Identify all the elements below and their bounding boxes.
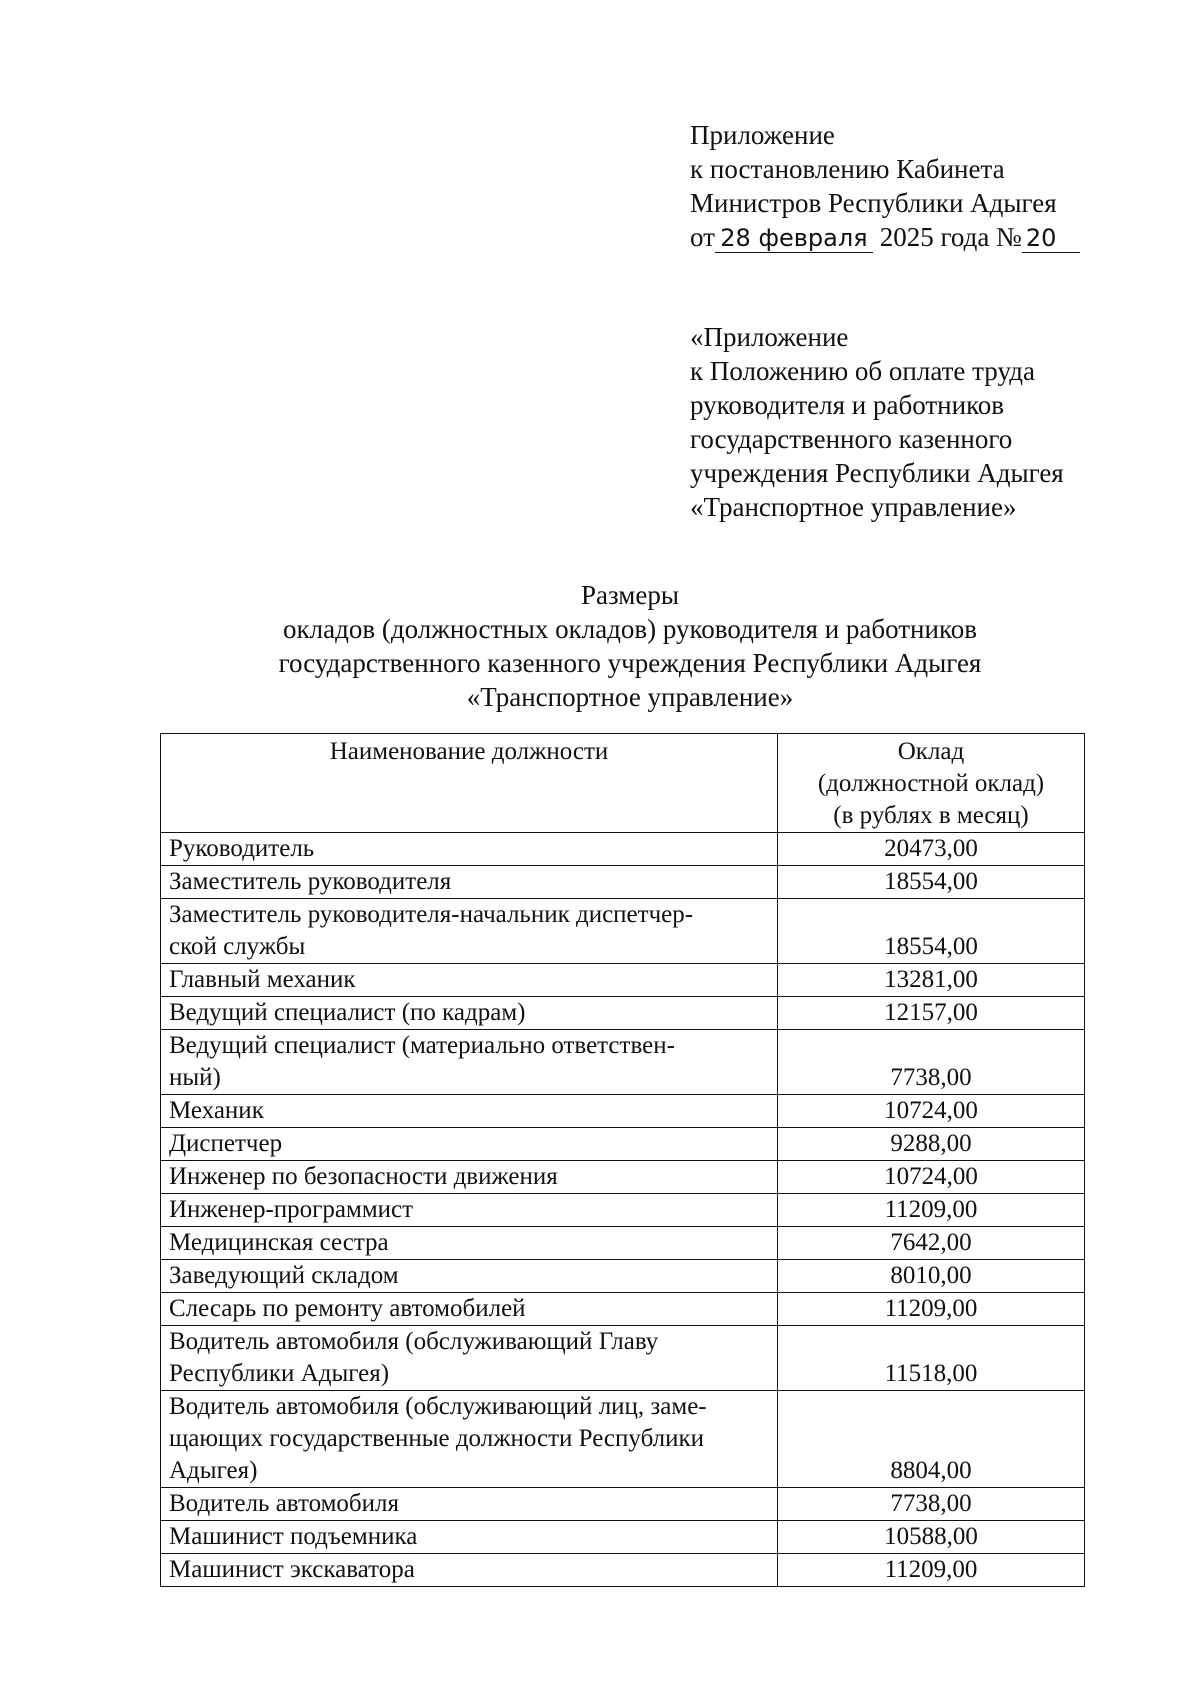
position-name-line: Республики Адыгея) <box>169 1360 390 1387</box>
table-row <box>161 1488 1085 1521</box>
position-name-line: Ведущий специалист (материально ответствен- <box>169 1032 675 1059</box>
table-row <box>161 866 1085 899</box>
table-row <box>161 1521 1085 1554</box>
header-salary-line: Оклад <box>897 738 965 765</box>
position-name-line: Слесарь по ремонту автомобилей <box>169 1295 526 1322</box>
header-salary-line: (должностной оклад) <box>817 770 1045 797</box>
approval-word: постановлению <box>709 154 890 184</box>
salary-cell: 7738,00 <box>778 1488 1085 1521</box>
position-name-line: Водитель автомобиля <box>169 1490 399 1517</box>
position-name-line: Диспетчер <box>169 1130 283 1157</box>
header-salary-line: (в рублях в месяц) <box>833 802 1029 829</box>
position-name-line: Адыгея) <box>169 1457 258 1484</box>
position-name-line: Заместитель руководителя <box>169 868 452 895</box>
table-row <box>161 1194 1085 1227</box>
handwritten-date: 28 февраля <box>715 224 873 253</box>
position-name-cell <box>161 1095 778 1128</box>
salary-cell: 18554,00 <box>778 899 1085 964</box>
approval-word: Адыгея <box>970 188 1057 218</box>
table-row <box>161 1260 1085 1293</box>
table-body <box>161 833 1085 1587</box>
appendix-line-1: «Приложение <box>690 322 849 352</box>
header-position-name: Наименование должности <box>161 734 778 833</box>
salary-cell: 8804,00 <box>778 1391 1085 1488</box>
position-name-cell <box>161 899 778 964</box>
table-row <box>161 1391 1085 1488</box>
approval-line-3 <box>690 186 1090 220</box>
approval-date-line <box>690 220 1090 254</box>
title-line-3: государственного казенного учреждения Республики Адыгея <box>278 648 982 678</box>
appendix-word: Адыгея <box>977 458 1064 488</box>
appendix-word: Положению <box>709 356 849 386</box>
handwritten-number: 20 <box>1022 224 1080 253</box>
table-row <box>161 1128 1085 1161</box>
table-row <box>161 997 1085 1030</box>
position-name-line: ный) <box>169 1064 221 1091</box>
title-line-2: окладов (должностных окладов) руководителя и работников <box>283 614 977 644</box>
position-name-line: Главный механик <box>169 966 356 993</box>
table-header-row <box>161 734 1085 833</box>
position-name-line: Машинист подъемника <box>169 1523 418 1550</box>
salary-cell: 18554,00 <box>778 866 1085 899</box>
appendix-line-5 <box>690 456 1090 490</box>
position-name-cell <box>161 997 778 1030</box>
salary-cell: 20473,00 <box>778 833 1085 866</box>
table-row <box>161 1095 1085 1128</box>
appendix-word: об <box>854 356 883 386</box>
position-name-cell <box>161 1488 778 1521</box>
title-line-1: Размеры <box>581 580 679 610</box>
position-name-line: Механик <box>169 1097 264 1124</box>
approval-block <box>690 118 1090 254</box>
appendix-word: государственного <box>690 424 892 454</box>
salary-cell: 11209,00 <box>778 1554 1085 1587</box>
table-row <box>161 1227 1085 1260</box>
position-name-line: Руководитель <box>169 835 315 862</box>
salary-cell: 7738,00 <box>778 1030 1085 1095</box>
position-name-cell <box>161 1128 778 1161</box>
position-name-cell <box>161 866 778 899</box>
position-name-cell <box>161 1260 778 1293</box>
position-name-line: Заместитель руководителя-начальник диспетчер- <box>169 901 694 928</box>
from-prefix: от <box>690 222 715 252</box>
salary-cell: 8010,00 <box>778 1260 1085 1293</box>
position-name-line: Водитель автомобиля (обслуживающий лиц, заме- <box>169 1393 707 1420</box>
table-row <box>161 899 1085 964</box>
appendix-word: казенного <box>898 424 1013 454</box>
position-name-cell <box>161 1326 778 1391</box>
position-name-line: Заведующий складом <box>169 1262 399 1289</box>
appendix-word: труда <box>972 356 1035 386</box>
table-row <box>161 1030 1085 1095</box>
approval-line-1: Приложение <box>690 120 835 150</box>
table-row <box>161 1293 1085 1326</box>
position-name-cell <box>161 1554 778 1587</box>
appendix-word: оплате <box>888 356 966 386</box>
appendix-word: работников <box>873 390 1005 420</box>
salary-cell: 11518,00 <box>778 1326 1085 1391</box>
appendix-line-2 <box>690 354 1090 388</box>
position-name-line: ской службы <box>169 933 306 960</box>
table-row <box>161 833 1085 866</box>
appendix-word: «Транспортное <box>690 492 865 522</box>
header-salary <box>778 734 1085 833</box>
appendix-word: к <box>690 356 704 386</box>
approval-word: Министров <box>690 188 822 218</box>
position-name-line: Ведущий специалист (по кадрам) <box>169 999 526 1026</box>
table-row <box>161 964 1085 997</box>
position-name-cell <box>161 1391 778 1488</box>
appendix-line-6 <box>690 490 1090 524</box>
salary-table <box>160 733 1085 1587</box>
salary-cell: 12157,00 <box>778 997 1085 1030</box>
salary-cell: 9288,00 <box>778 1128 1085 1161</box>
position-name-line: Водитель автомобиля (обслуживающий Главу <box>169 1328 659 1355</box>
position-name-cell <box>161 1194 778 1227</box>
title-line-4: «Транспортное управление» <box>466 682 794 712</box>
appendix-line-4 <box>690 422 1090 456</box>
appendix-block <box>690 320 1090 524</box>
position-name-line: Инженер-программист <box>169 1196 414 1223</box>
approval-word: Кабинета <box>896 154 1005 184</box>
salary-cell: 13281,00 <box>778 964 1085 997</box>
position-name-cell <box>161 964 778 997</box>
year-text: 2025 года № <box>879 222 1022 252</box>
salary-cell: 10724,00 <box>778 1161 1085 1194</box>
salary-cell: 7642,00 <box>778 1227 1085 1260</box>
position-name-cell <box>161 1521 778 1554</box>
appendix-word: руководителя <box>690 390 846 420</box>
position-name-cell <box>161 1161 778 1194</box>
position-name-line: Медицинская сестра <box>169 1229 389 1256</box>
approval-word: к <box>690 154 704 184</box>
document-title <box>150 578 1110 714</box>
appendix-word: учреждения <box>690 458 829 488</box>
position-name-cell <box>161 1227 778 1260</box>
salary-cell: 11209,00 <box>778 1293 1085 1326</box>
salary-cell: 10724,00 <box>778 1095 1085 1128</box>
table-row <box>161 1161 1085 1194</box>
salary-cell: 11209,00 <box>778 1194 1085 1227</box>
approval-word: Республики <box>827 188 964 218</box>
position-name-line: щающих государственные должности Республики <box>169 1425 705 1452</box>
approval-line-2 <box>690 152 1090 186</box>
appendix-word: управление» <box>870 492 1017 522</box>
appendix-word: Республики <box>835 458 971 488</box>
appendix-word: и <box>851 390 867 420</box>
table-row <box>161 1554 1085 1587</box>
position-name-cell <box>161 1293 778 1326</box>
position-name-line: Инженер по безопасности движения <box>169 1163 558 1190</box>
position-name-cell <box>161 1030 778 1095</box>
appendix-line-3 <box>690 388 1090 422</box>
salary-cell: 10588,00 <box>778 1521 1085 1554</box>
table-row <box>161 1326 1085 1391</box>
position-name-cell <box>161 833 778 866</box>
position-name-line: Машинист экскаватора <box>169 1556 415 1583</box>
